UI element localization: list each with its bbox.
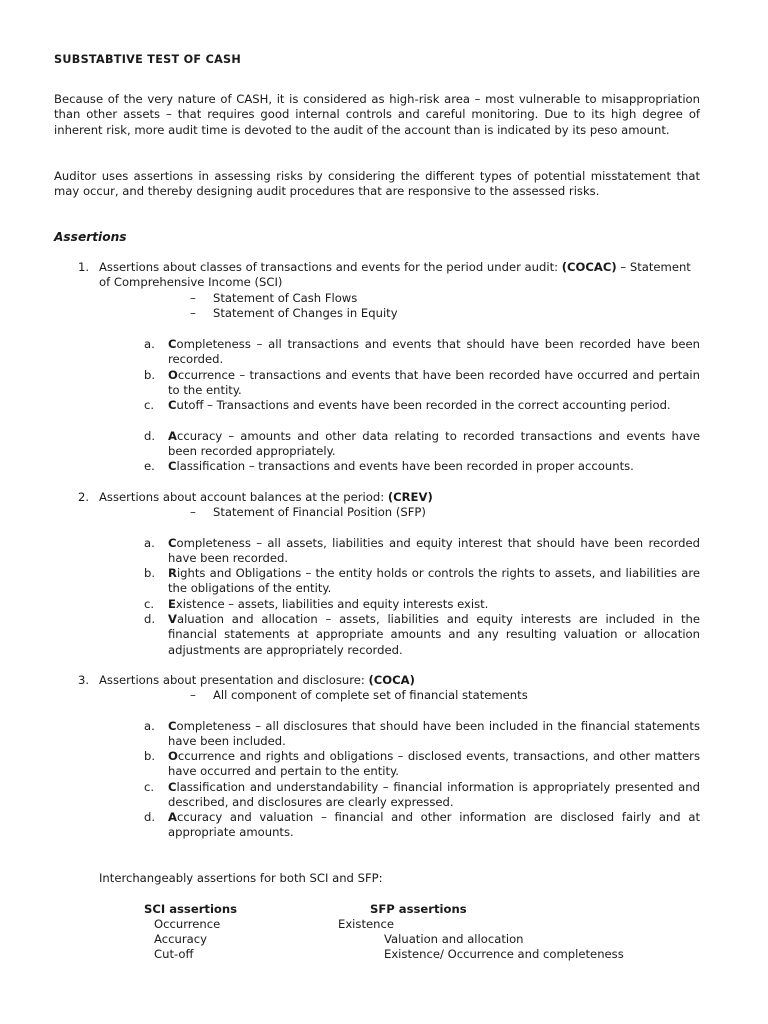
- sfp-assertions-header: SFP assertions: [370, 902, 467, 916]
- section-number: 3.: [78, 673, 90, 687]
- sfp-assertion-cell: Valuation and allocation: [384, 932, 524, 946]
- item-letter: d.: [144, 429, 156, 443]
- item-text: Classification and understandability – financial information is appropriately presented and described, and disclosures are clearly expressed.: [168, 780, 700, 810]
- document-title: SUBSTABTIVE TEST OF CASH: [54, 53, 242, 66]
- item-letter: b.: [144, 368, 156, 382]
- sfp-assertion-cell: Existence/ Occurrence and completeness: [384, 947, 624, 961]
- item-text: Completeness – all transactions and events that should have been recorded have been recorded.: [168, 337, 700, 367]
- sci-assertion-cell: Occurrence: [154, 917, 221, 931]
- item-text: Cutoff – Transactions and events have been recorded in the correct accounting period.: [168, 398, 671, 412]
- sub-item: All component of complete set of financial statements: [213, 688, 528, 702]
- item-letter: e.: [144, 459, 155, 473]
- item-letter: d.: [144, 810, 156, 824]
- item-letter: d.: [144, 612, 156, 626]
- section-code: (CREV): [387, 490, 433, 504]
- item-text: Occurrence – transactions and events that have been recorded have occurred and pertain to the entity.: [168, 368, 700, 398]
- section-tail: – Statement of Comprehensive Income (SCI): [99, 260, 691, 290]
- sfp-assertion-cell: Existence: [338, 917, 394, 931]
- section-number: 2.: [78, 490, 90, 504]
- sci-assertion-cell: Accuracy: [154, 932, 207, 946]
- item-letter: a.: [144, 536, 155, 550]
- sub-item: Statement of Changes in Equity: [213, 306, 398, 320]
- section-heading: [99, 673, 700, 688]
- dash-marker: –: [190, 306, 196, 320]
- dash-marker: –: [190, 505, 196, 519]
- intro-paragraph-1: Because of the very nature of CASH, it is considered as high-risk area – most vulnerable to misappropriation than other assets – that requires good internal controls and careful monitoring. Due to its high degree of inherent risk, more audit time is devoted to the audit of the account than is indicated by its peso amount.: [54, 92, 700, 137]
- dash-marker: –: [190, 688, 196, 702]
- item-text: Occurrence and rights and obligations – disclosed events, transactions, and other matters have occurred and pertain to the entity.: [168, 749, 700, 779]
- item-letter: c.: [144, 398, 155, 412]
- section-lead: Assertions about account balances at the period:: [99, 490, 385, 504]
- sub-item: Statement of Financial Position (SFP): [213, 505, 426, 519]
- sci-assertions-header: SCI assertions: [144, 902, 238, 916]
- section-number: 1.: [78, 260, 90, 274]
- item-text: Classification – transactions and events have been recorded in proper accounts.: [168, 459, 634, 473]
- item-letter: c.: [144, 597, 155, 611]
- item-letter: a.: [144, 719, 155, 733]
- sub-item: Statement of Cash Flows: [213, 291, 358, 305]
- section-lead: Assertions about presentation and disclosure:: [99, 673, 365, 687]
- item-letter: b.: [144, 749, 156, 763]
- item-letter: a.: [144, 337, 155, 351]
- section-lead: Assertions about classes of transactions and events for the period under audit:: [99, 260, 559, 274]
- section-code: (COCAC): [561, 260, 617, 274]
- item-text: Existence – assets, liabilities and equity interests exist.: [168, 597, 489, 611]
- item-text: Completeness – all assets, liabilities and equity interest that should have been recorded have been recorded.: [168, 536, 700, 566]
- item-text: Rights and Obligations – the entity holds or controls the rights to assets, and liabilities are the obligations of the entity.: [168, 566, 700, 596]
- item-letter: b.: [144, 566, 156, 580]
- section-heading: [99, 260, 700, 291]
- interchange-note: Interchangeably assertions for both SCI and SFP:: [99, 871, 383, 885]
- sci-assertion-cell: Cut-off: [154, 947, 194, 961]
- item-text: Valuation and allocation – assets, liabilities and equity interests are included in the financial statements at appropriate amounts and any resulting valuation or allocation adjustments are appropriately recorded.: [168, 612, 700, 657]
- item-letter: c.: [144, 780, 155, 794]
- section-code: (COCA): [368, 673, 415, 687]
- dash-marker: –: [190, 291, 196, 305]
- item-text: Completeness – all disclosures that should have been included in the financial statements have been included.: [168, 719, 700, 749]
- assertions-heading: Assertions: [54, 230, 127, 244]
- section-heading: [99, 490, 700, 505]
- item-text: Accuracy – amounts and other data relating to recorded transactions and events have been recorded appropriately.: [168, 429, 700, 459]
- item-text: Accuracy and valuation – financial and other information are disclosed fairly and at appropriate amounts.: [168, 810, 700, 840]
- intro-paragraph-2: Auditor uses assertions in assessing risks by considering the different types of potential misstatement that may occur, and thereby designing audit procedures that are responsive to the assessed risks.: [54, 169, 700, 199]
